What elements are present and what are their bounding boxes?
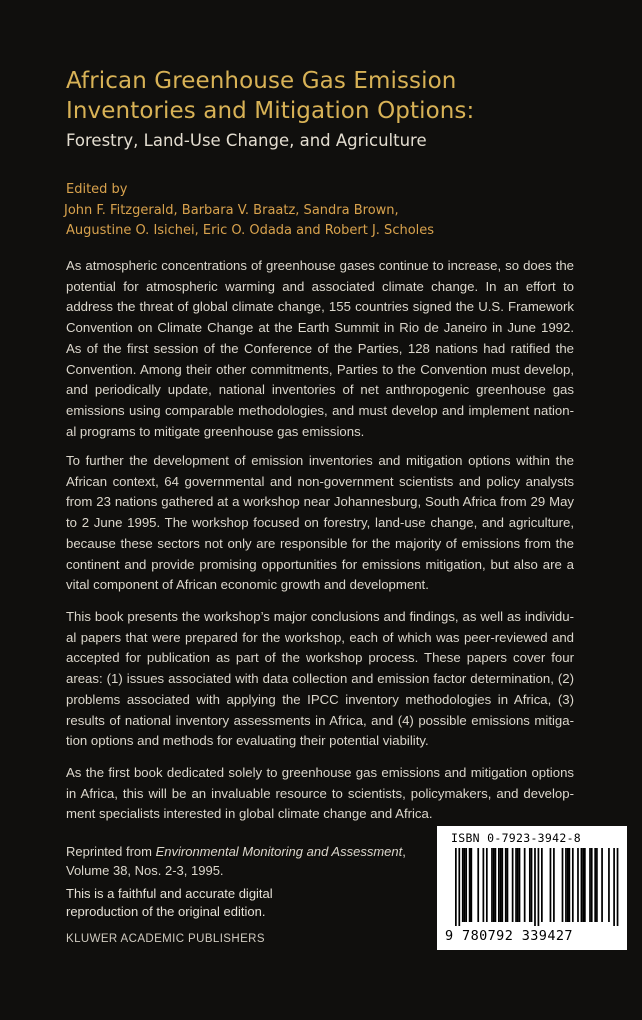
barcode-bars <box>445 848 621 926</box>
barcode-bar <box>493 848 495 922</box>
paragraph-line: continent and provide promising opportunities for emissions mitigation, but also are a <box>66 556 574 572</box>
barcode-bar <box>515 848 517 922</box>
barcode-bar <box>505 848 507 922</box>
description-paragraph-4 <box>66 763 574 825</box>
barcode-bar <box>470 848 472 922</box>
paragraph-line: al programs to mitigate greenhouse gas emissions. <box>66 423 365 439</box>
editor-names-line-2: Augustine O. Isichei, Eric O. Odada and Robert J. Scholes <box>66 223 435 238</box>
description-paragraph-1 <box>66 256 574 442</box>
reprint-prefix: Reprinted from <box>66 844 156 859</box>
barcode-bar <box>596 848 598 922</box>
barcode-bar <box>608 848 610 922</box>
description-paragraph-2 <box>66 451 574 596</box>
reprint-note <box>66 843 446 880</box>
paragraph-line: As atmospheric concentrations of greenhouse gases continue to increase, so does the <box>66 258 574 273</box>
reproduction-note <box>66 885 426 921</box>
paragraph-line: Convention. Among their other commitments, Parties to the Convention must develop, <box>66 361 574 377</box>
reprint-line-1 <box>66 843 446 862</box>
reprint-volume: Volume 38, Nos. 2-3, 1995. <box>66 862 224 878</box>
isbn-label: ISBN 0-7923-3942-8 <box>451 831 582 845</box>
paragraph-line: ment specialists interested in global climate change and Africa. <box>66 806 433 822</box>
book-title <box>66 66 606 126</box>
barcode-bar <box>541 848 543 922</box>
barcode-bar <box>562 848 564 922</box>
paragraph-line: accepted for publication as part of the workshop process. These papers cover four <box>66 650 574 666</box>
barcode-bar <box>569 848 571 922</box>
barcode-bar <box>581 848 583 922</box>
barcode-bar <box>507 848 509 922</box>
barcode-bar <box>477 848 479 922</box>
editors-block <box>66 180 606 242</box>
paragraph-line: Convention on Climate Change at the Earth Summit in Rio de Janeiro in June 1992. <box>66 320 574 336</box>
barcode-bar <box>486 848 488 922</box>
barcode-bar <box>500 848 502 922</box>
barcode-bar <box>601 848 603 922</box>
barcode-bar <box>617 848 619 926</box>
barcode-bar <box>462 848 464 922</box>
paragraph-line: This book presents the workshop’s major conclusions and findings, as well as individu- <box>66 609 574 624</box>
barcode-bar <box>594 848 596 922</box>
paragraph-line: emissions using comparable methodologies, and must develop and implement nation- <box>66 402 574 418</box>
paragraph-line: in Africa, this will be an invaluable resource to scientists, policymakers, and develop- <box>66 785 574 801</box>
description-paragraph-3 <box>66 607 574 752</box>
barcode-bar <box>589 848 591 922</box>
title-line-1: African Greenhouse Gas Emission <box>66 68 457 94</box>
reproduction-line-2: reproduction of the original edition. <box>66 904 266 919</box>
barcode-bar <box>582 848 584 922</box>
journal-title: Environmental Monitoring and Assessment <box>155 844 403 859</box>
paragraph-line: and periodically update, national inventories of net anthropogenic greenhouse gas <box>66 382 574 398</box>
paragraph-line: As the first book dedicated solely to greenhouse gas emissions and mitigation options <box>66 765 574 780</box>
editor-names <box>66 201 606 242</box>
paragraph-line: results of national inventory assessments in Africa, and (4) possible emissions mitiga- <box>66 712 574 728</box>
paragraph-line: from 23 nations gathered at a workshop near Johannesburg, South Africa from 29 May <box>66 494 574 510</box>
barcode-bar <box>613 848 615 926</box>
edited-by-label: Edited by <box>66 182 128 197</box>
barcode-bar <box>550 848 552 922</box>
paragraph-line: areas: (1) issues associated with data collection and emission factor determination, (2) <box>66 671 574 687</box>
isbn-barcode <box>437 826 627 950</box>
paragraph-line: al papers that were prepared for the workshop, each of which was peer-reviewed and <box>66 629 574 645</box>
paragraph-line: To further the development of emission inventories and mitigation options within the <box>66 453 574 468</box>
paragraph-line: As of the first session of the Conference of the Parties, 128 nations had ratified the <box>66 340 574 356</box>
reprint-suffix: , <box>402 844 406 859</box>
barcode-bar <box>565 848 567 922</box>
barcode-bar <box>584 848 586 922</box>
barcode-bar <box>464 848 466 922</box>
barcode-bar <box>534 848 536 926</box>
barcode-bar <box>483 848 485 922</box>
barcode-bar <box>524 848 526 922</box>
paragraph-line: potential for atmospheric warming and associated climate change. In an effort to <box>66 278 574 294</box>
paragraph-line: African context, 64 governmental and non-government scientists and policy analysts <box>66 473 574 489</box>
barcode-bar <box>458 848 460 926</box>
paragraph-line: tion options and methods for evaluating their potential viability. <box>66 733 429 749</box>
barcode-bar <box>519 848 521 922</box>
paragraph-line: to 2 June 1995. The workshop focused on forestry, land-use change, and agriculture, <box>66 515 574 531</box>
barcode-bar <box>465 848 467 922</box>
barcode-digits: 9 780792 339427 <box>445 928 573 944</box>
barcode-bar <box>572 848 574 922</box>
publisher-name: KLUWER ACADEMIC PUBLISHERS <box>66 933 265 945</box>
barcode-bar <box>577 848 579 922</box>
barcode-bar <box>512 848 514 922</box>
barcode-bar <box>529 848 531 922</box>
barcode-bar <box>495 848 497 922</box>
paragraph-line: because these sectors not only are responsible for the majority of emissions from the <box>66 535 574 551</box>
reproduction-line-1: This is a faithful and accurate digital <box>66 886 273 901</box>
barcode-bar <box>531 848 533 922</box>
book-subtitle: Forestry, Land-Use Change, and Agriculture <box>66 131 427 150</box>
paragraph-line: problems associated with applying the IPCC inventory methodologies in Africa, (3) <box>66 691 574 707</box>
paragraph-line: address the threat of global climate change, 155 countries signed the U.S. Framework <box>66 299 574 315</box>
barcode-bar <box>491 848 493 922</box>
barcode-bar <box>517 848 519 922</box>
barcode-bar <box>498 848 500 922</box>
barcode-bar <box>567 848 569 922</box>
barcode-bar <box>553 848 555 922</box>
barcode-bar <box>538 848 540 926</box>
title-line-2: Inventories and Mitigation Options: <box>66 98 475 124</box>
barcode-bar <box>501 848 503 922</box>
paragraph-line: vital component of African economic growth and development. <box>66 577 429 593</box>
barcode-bar <box>469 848 471 922</box>
barcode-bar <box>591 848 593 922</box>
editor-names-line-1: John F. Fitzgerald, Barbara V. Braatz, Sandra Brown, <box>64 202 399 218</box>
barcode-bar <box>455 848 457 926</box>
